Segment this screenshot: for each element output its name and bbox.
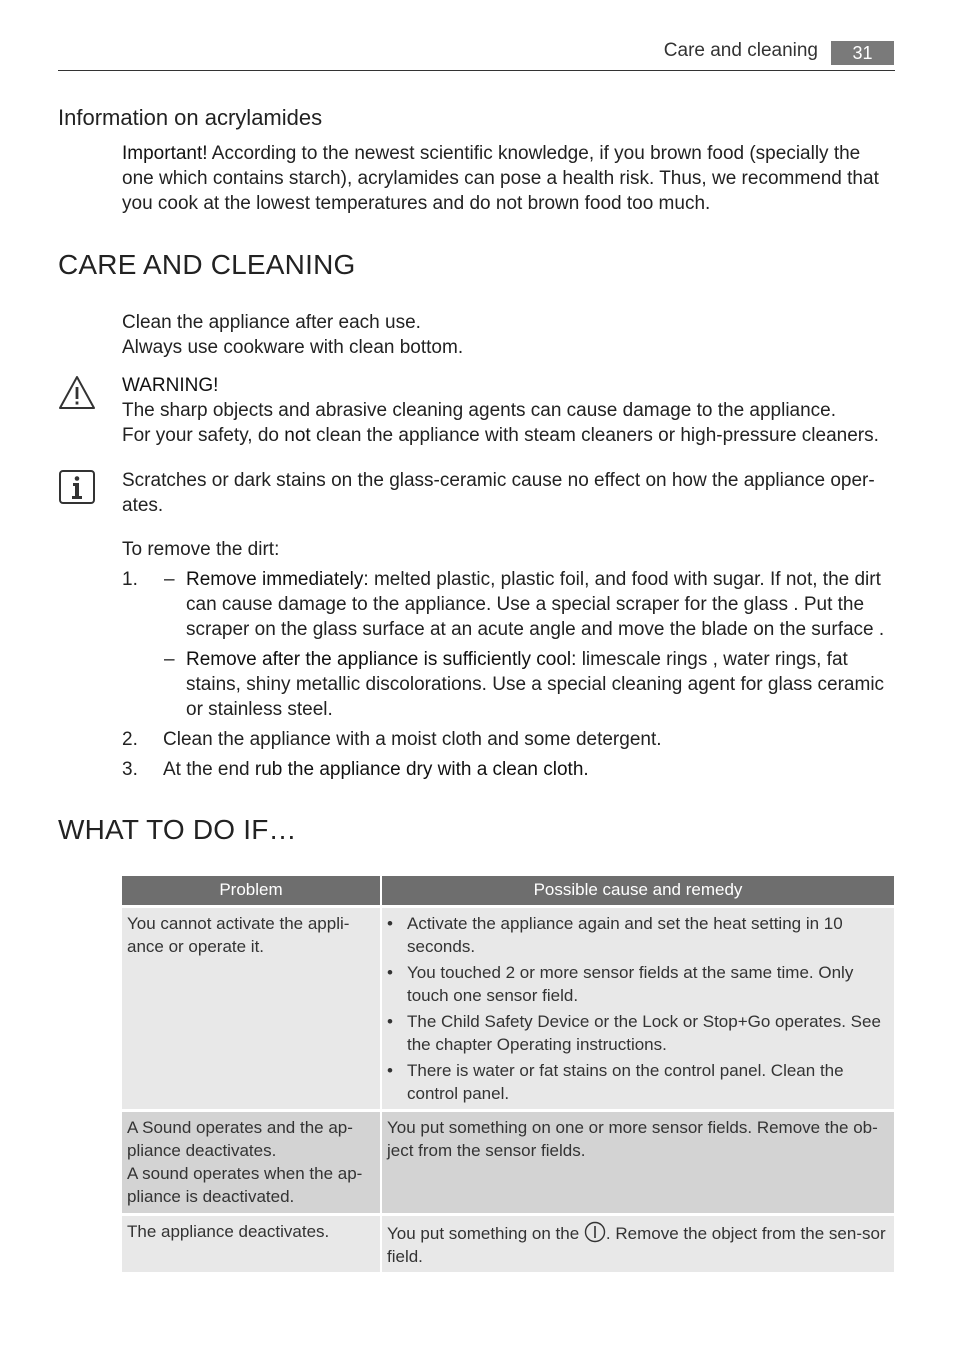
row-2-problem-1: A Sound operates and the ap-pliance deactivates. bbox=[127, 1118, 353, 1160]
col-problem-header: Problem bbox=[122, 876, 380, 905]
step-3-number: 3. bbox=[122, 759, 138, 780]
warning-title: WARNING! bbox=[122, 375, 219, 396]
row-1-problem: You cannot activate the appli-ance or operate it. bbox=[122, 908, 380, 1109]
step-3-text bbox=[163, 757, 589, 782]
row-3-remedy bbox=[382, 1216, 894, 1272]
table-row bbox=[122, 1112, 894, 1213]
row-2-problem bbox=[122, 1112, 380, 1213]
remove-dirt-title: To remove the dirt: bbox=[122, 539, 280, 560]
table-row bbox=[122, 1216, 894, 1272]
row-1-bullet-4: There is water or fat stains on the control panel. Clean the control panel. bbox=[407, 1061, 844, 1103]
step-1a-body: melted plastic, plastic foil, and food with sugar. If not, the dirt can cause damage to the appliance. Use a special scraper for the glass . Put the scraper on the glass surface at an acute angle and move the blade on the surface . bbox=[186, 569, 885, 640]
step-3-text-b: rub the appliance dry with a clean cloth. bbox=[254, 759, 589, 780]
power-icon bbox=[584, 1221, 606, 1243]
row-2-remedy: You put something on one or more sensor fields. Remove the ob-ject from the sensor fields. bbox=[382, 1112, 894, 1213]
info-icon bbox=[58, 469, 96, 505]
acrylamides-lead: Important! bbox=[122, 143, 208, 164]
info-text: Scratches or dark stains on the glass-ceramic cause no effect on how the appliance oper-ates. bbox=[122, 470, 875, 516]
warning-line-1: The sharp objects and abrasive cleaning agents can cause damage to the appliance. bbox=[122, 400, 837, 421]
table-row bbox=[122, 908, 894, 1109]
row-3-remedy-a: You put something on the bbox=[387, 1224, 584, 1243]
page-number: 31 bbox=[831, 41, 894, 65]
step-2-text: Clean the appliance with a moist cloth and some detergent. bbox=[163, 729, 662, 750]
care-heading: CARE AND CLEANING bbox=[58, 249, 356, 280]
care-intro-line-2: Always use cookware with clean bottom. bbox=[122, 337, 464, 358]
acrylamides-text: According to the newest scientific knowledge, if you brown food (specially the one which contains starch), acrylamides can pose a health risk. Thus, we recommend that you cook at the lowest temperatures and do not brown food too much. bbox=[122, 143, 879, 214]
list-item: • The Child Safety Device or the Lock or Stop+Go operates. See the chapter Operating instructions. bbox=[387, 1010, 890, 1056]
row-1-bullet-3: The Child Safety Device or the Lock or Stop+Go operates. See the chapter Operating instructions. bbox=[407, 1012, 881, 1054]
row-3-remedy-b: . Remove the object from the sen-sor field. bbox=[387, 1224, 886, 1266]
step-1 bbox=[122, 567, 892, 727]
col-remedy-header: Possible cause and remedy bbox=[382, 876, 894, 905]
step-2 bbox=[122, 727, 892, 752]
warning-icon bbox=[58, 374, 96, 410]
step-1a-lead: Remove immediately: bbox=[186, 569, 369, 590]
list-item: • There is water or fat stains on the control panel. Clean the control panel. bbox=[387, 1059, 890, 1105]
header-divider bbox=[58, 70, 895, 71]
row-1-bullet-1: Activate the appliance again and set the heat setting in 10 seconds. bbox=[407, 914, 843, 956]
row-3-problem: The appliance deactivates. bbox=[122, 1216, 380, 1272]
row-1-bullet-2: You touched 2 or more sensor fields at the same time. Only touch one sensor field. bbox=[407, 963, 854, 1005]
warning-line-2-not: not bbox=[284, 425, 311, 446]
list-item: • Activate the appliance again and set the heat setting in 10 seconds. bbox=[387, 912, 890, 958]
row-1-remedy bbox=[382, 908, 894, 1109]
table-header-row bbox=[122, 876, 894, 905]
care-intro-line-1: Clean the appliance after each use. bbox=[122, 312, 421, 333]
step-1b-dash: – bbox=[164, 649, 175, 670]
list-item: • You touched 2 or more sensor fields at the same time. Only touch one sensor field. bbox=[387, 961, 890, 1007]
troubleshooting-table bbox=[122, 876, 894, 1272]
step-1b-lead: Remove after the appliance is sufficiently cool: bbox=[186, 649, 577, 670]
acrylamides-paragraph bbox=[122, 141, 888, 216]
step-1a-text bbox=[186, 567, 886, 642]
step-1b-body: limescale rings , water rings, fat stains, shiny metallic discolorations. Use a special cleaning agent for glass ceramic or stainless steel. bbox=[186, 649, 885, 720]
step-3 bbox=[122, 757, 892, 782]
whattodo-heading: WHAT TO DO IF… bbox=[58, 814, 297, 845]
step-1-number: 1. bbox=[122, 569, 138, 590]
warning-line-2-c: clean the appliance with steam cleaners or high-pressure cleaners. bbox=[310, 425, 879, 446]
step-2-number: 2. bbox=[122, 729, 138, 750]
acrylamides-heading: Information on acrylamides bbox=[58, 105, 323, 130]
running-header-section: Care and cleaning bbox=[663, 40, 818, 61]
warning-line-2 bbox=[122, 423, 892, 448]
step-3-text-a: At the end bbox=[163, 759, 255, 780]
step-1b-text bbox=[186, 647, 886, 722]
row-2-problem-2: A sound operates when the ap-pliance is deactivated. bbox=[127, 1164, 363, 1206]
step-1a-dash: – bbox=[164, 569, 175, 590]
warning-line-2-a: For your safety, do bbox=[122, 425, 285, 446]
